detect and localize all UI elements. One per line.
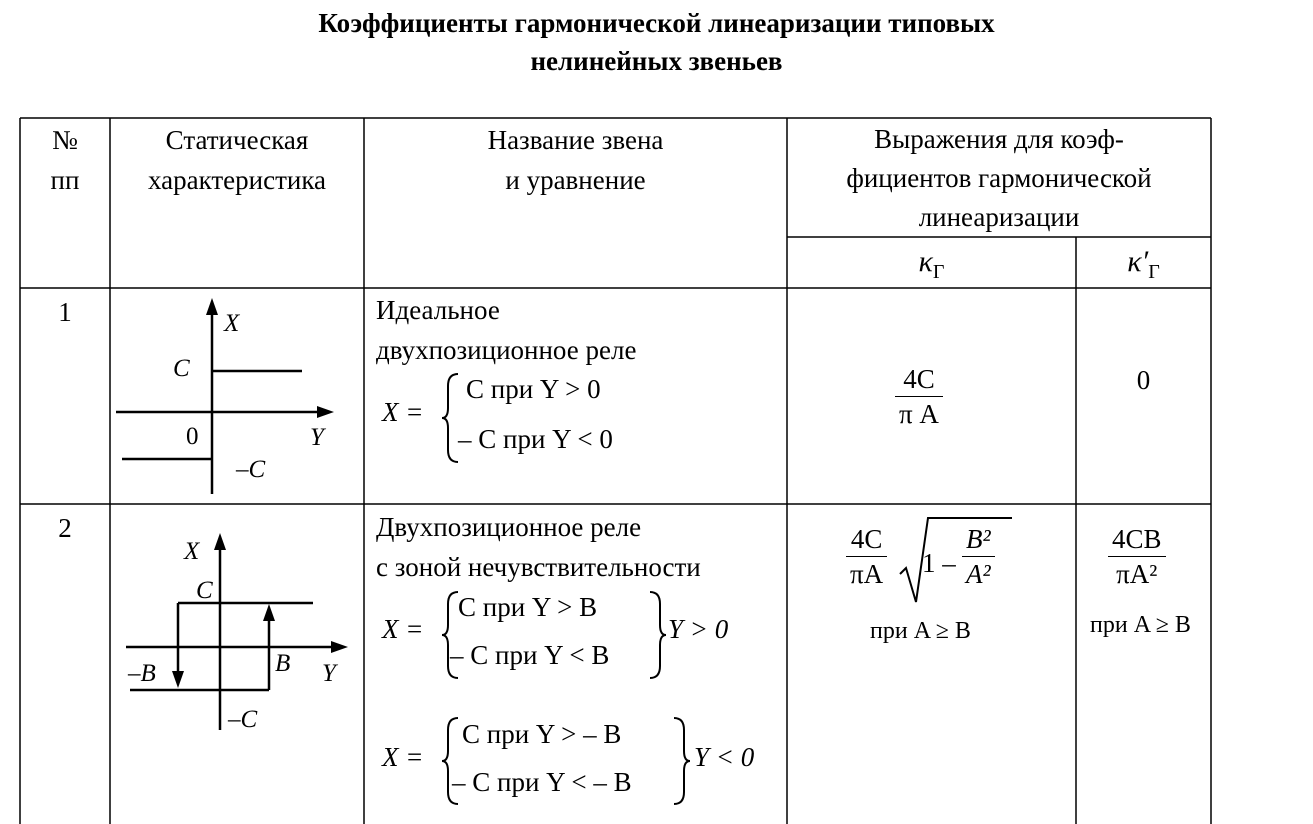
row2-eq1-case1: C при Y > B xyxy=(458,592,598,622)
row2-kg-prime-cond: при A ≥ B xyxy=(1090,612,1191,638)
graph2-c-label: C xyxy=(196,577,213,604)
header-static-line1: Статическая xyxy=(165,125,309,155)
row1-eq-lhs: X = xyxy=(382,397,424,427)
header-expressions xyxy=(787,120,1211,237)
row1-kg-num: 4C xyxy=(895,362,943,397)
header-name xyxy=(364,120,787,200)
kg-symbol: κ xyxy=(918,245,933,278)
row2-kg-sqrt-lead: 1 – xyxy=(922,548,956,578)
row1-name-line1: Идеальное xyxy=(376,295,500,325)
graph1-x-label: X xyxy=(224,310,240,337)
page-title-line2: нелинейных звеньев xyxy=(530,46,783,76)
up-arrow-icon xyxy=(263,604,275,621)
graph2-y-label: Y xyxy=(322,660,336,687)
row2-kg-prime-den: πA² xyxy=(1116,559,1158,589)
header-name-line1: Название звена xyxy=(487,125,664,155)
row2-kg-den: πA xyxy=(850,559,884,589)
row1-number: 1 xyxy=(58,297,72,327)
header-number xyxy=(20,120,110,200)
row2-eq1-lhs: X = xyxy=(382,614,424,644)
down-arrow-icon xyxy=(172,671,184,688)
row1-name xyxy=(376,290,636,370)
row2-name-line2: с зоной нечувствительности xyxy=(376,552,701,582)
graph2-neg-b-label: –B xyxy=(128,660,156,687)
graph1-neg-c-label: –C xyxy=(236,456,266,483)
row2-eq1-cond: Y > 0 xyxy=(668,614,729,644)
row2-number: 2 xyxy=(58,513,72,543)
kg-prime-subscript: Г xyxy=(1148,261,1160,283)
row2-eq2-case2: – C при Y < – B xyxy=(452,767,632,797)
graph2-neg-c-label: –C xyxy=(228,706,258,733)
row1-kg-prime: 0 xyxy=(1136,365,1151,395)
row2-kg-cond: при A ≥ B xyxy=(870,618,971,644)
header-expr-line1: Выражения для коэф- xyxy=(874,124,1124,154)
sqrt-icon xyxy=(898,514,1014,608)
row2-eq2-lhs: X = xyxy=(382,742,424,772)
y-axis-arrow-icon xyxy=(331,641,348,653)
x-axis-arrow-icon xyxy=(214,533,226,550)
row2-eq2-case1: C при Y > – B xyxy=(462,719,622,749)
row2-name xyxy=(376,507,701,587)
row2-eq1-right-brace-icon xyxy=(646,590,668,680)
graph2-b-label: B xyxy=(275,650,291,677)
row2-kg-sqrt-den: A² xyxy=(966,559,991,589)
header-kg-prime xyxy=(1076,242,1211,292)
x-axis-arrow-icon xyxy=(206,298,218,315)
row1-eq-case1: C при Y > 0 xyxy=(466,374,601,404)
header-name-line2: и уравнение xyxy=(505,165,646,195)
kg-prime-symbol: κ′ xyxy=(1127,245,1149,278)
graph2-x-label: X xyxy=(184,538,200,565)
row2-kg-prime xyxy=(1108,522,1166,591)
kg-subscript: Г xyxy=(932,261,945,283)
y-axis-arrow-icon xyxy=(317,406,334,418)
row2-kg-sqrt-frac xyxy=(962,522,995,591)
graph1-y-label: Y xyxy=(310,424,324,451)
row2-eq2-cond: Y < 0 xyxy=(694,742,755,772)
graph1-zero-label: 0 xyxy=(186,423,199,450)
row2-kg xyxy=(846,522,887,591)
row1-kg-den: π A xyxy=(899,399,939,429)
row1-name-line2: двухпозиционное реле xyxy=(376,335,637,365)
row2-eq2-right-brace-icon xyxy=(670,716,692,806)
header-static xyxy=(110,120,364,200)
row2-kg-sqrt-num: B² xyxy=(962,522,995,557)
header-static-line2: характеристика xyxy=(147,165,327,195)
row2-name-line1: Двухпозиционное реле xyxy=(376,512,642,542)
page-title-line1: Коэффициенты гармонической линеаризации типовых xyxy=(318,8,995,38)
header-expr-line2: фициентов гармонической xyxy=(846,163,1152,193)
header-number-line1: № xyxy=(52,125,78,155)
row2-kg-num: 4C xyxy=(846,522,887,557)
row1-kg xyxy=(895,362,943,431)
graph1-c-label: C xyxy=(173,355,190,382)
graph-relay-deadzone xyxy=(126,533,348,730)
row1-eq-case2: – C при Y < 0 xyxy=(458,424,613,454)
header-kg xyxy=(787,242,1076,292)
header-expr-line3: линеаризации xyxy=(918,202,1080,232)
row2-eq1-case2: – C при Y < B xyxy=(450,640,610,670)
row2-kg-prime-num: 4CB xyxy=(1108,522,1166,557)
header-number-line2: пп xyxy=(50,165,80,195)
